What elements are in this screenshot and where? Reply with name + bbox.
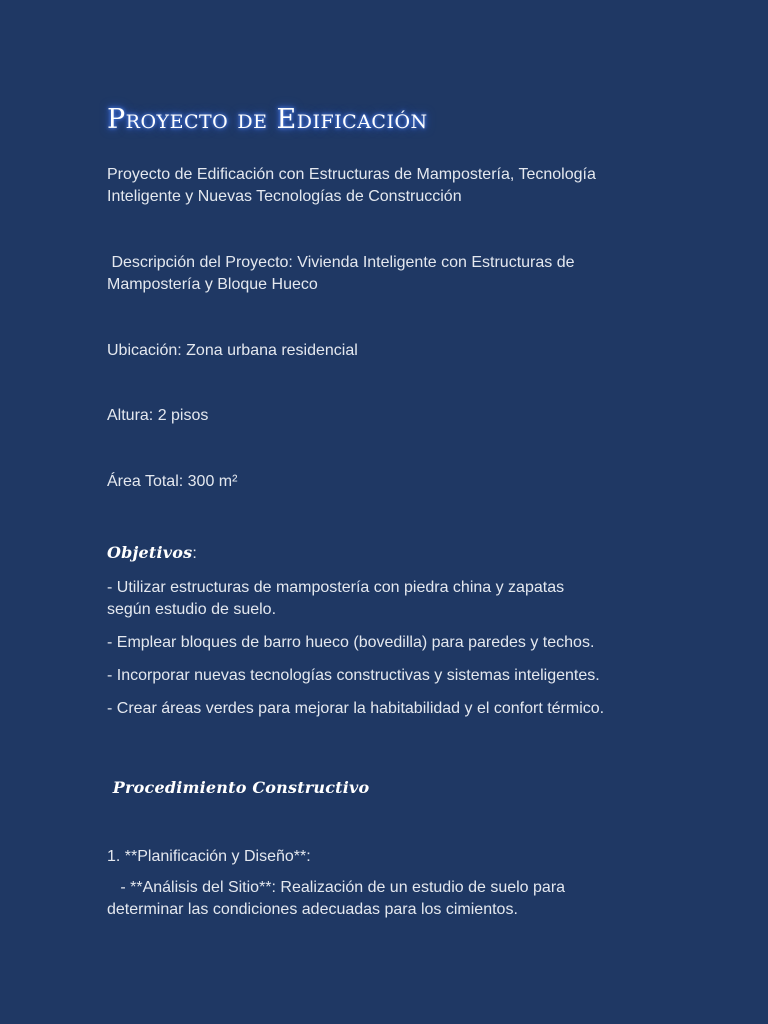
step-1-subitem-line-2: determinar las condiciones adecuadas para los cimientos.: [107, 901, 518, 918]
objectives-heading-colon: :: [192, 545, 197, 562]
procedure-heading: Procedimiento Constructivo: [107, 778, 370, 797]
description-line-2: Mampostería y Bloque Hueco: [107, 276, 318, 293]
step-1-title: 1. **Planificación y Diseño**:: [107, 848, 311, 865]
description-line-1: Descripción del Proyecto: Vivienda Inteligente con Estructuras de: [107, 254, 575, 271]
document-title: Proyecto de Edificación: [107, 104, 428, 135]
step-1-subitem-line-1: - **Análisis del Sitio**: Realización de un estudio de suelo para: [107, 879, 566, 896]
objectives-heading-text: Objetivos: [107, 543, 193, 562]
objectives-heading: [107, 543, 197, 563]
objective-1-line-1: - Utilizar estructuras de mampostería con piedra china y zapatas: [107, 579, 565, 596]
objective-item: - Emplear bloques de barro hueco (bovedilla) para paredes y techos.: [107, 634, 595, 651]
description-paragraph: [107, 252, 575, 296]
objective-item: - Incorporar nuevas tecnologías constructivas y sistemas inteligentes.: [107, 667, 600, 684]
objective-item: [107, 577, 564, 621]
intro-line-2: Inteligente y Nuevas Tecnologías de Construcción: [107, 188, 462, 205]
intro-line-1: Proyecto de Edificación con Estructuras de Mampostería, Tecnología: [107, 166, 596, 183]
objective-1-line-2: según estudio de suelo.: [107, 601, 277, 618]
objective-item: - Crear áreas verdes para mejorar la habitabilidad y el confort térmico.: [107, 700, 605, 717]
intro-paragraph: [107, 164, 596, 208]
height-line: Altura: 2 pisos: [107, 407, 209, 424]
location-line: Ubicación: Zona urbana residencial: [107, 342, 358, 359]
area-line: Área Total: 300 m²: [107, 473, 238, 490]
step-1-subitem: [107, 877, 565, 921]
